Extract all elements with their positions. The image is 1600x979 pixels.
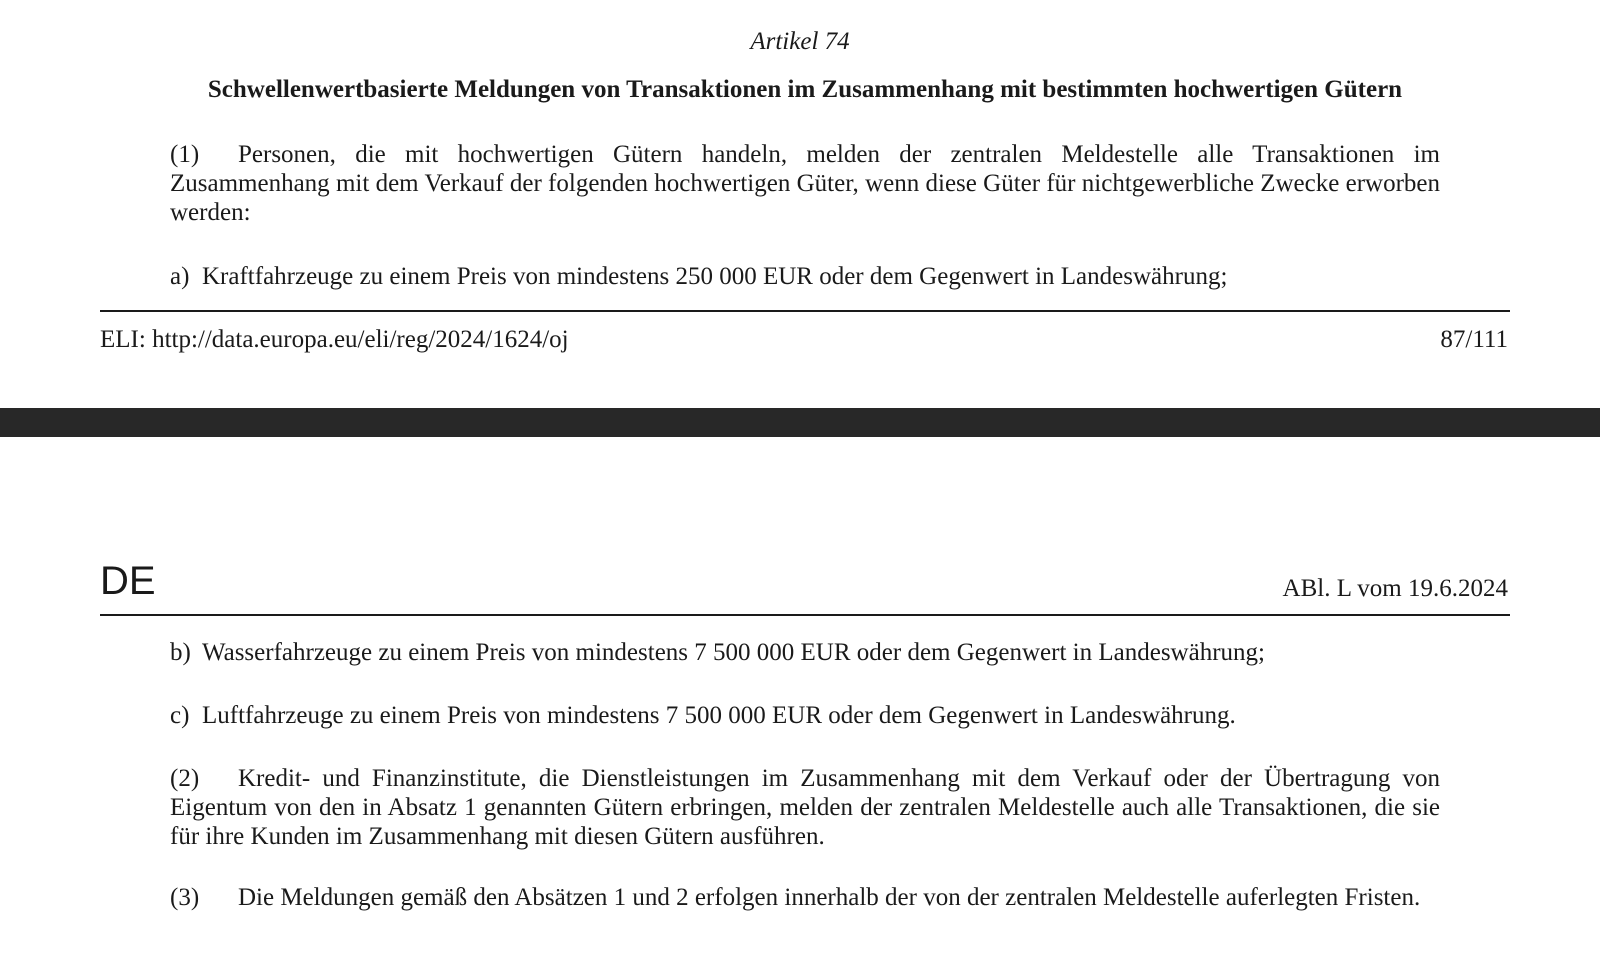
- paragraph-2: [170, 764, 1440, 851]
- journal-reference: ABl. L vom 19.6.2024: [1282, 575, 1508, 602]
- paragraph-1: [170, 140, 1440, 227]
- article-number: Artikel 74: [750, 28, 850, 55]
- list-item-b-text: Wasserfahrzeuge zu einem Preis von mindestens 7 500 000 EUR oder dem Gegenwert in Landeswährung;: [202, 639, 1265, 666]
- list-item-c: [170, 701, 1440, 730]
- eli-reference: ELI: http://data.europa.eu/eli/reg/2024/1624/oj: [100, 326, 569, 353]
- language-code: DE: [100, 559, 156, 603]
- paragraph-2-text: Kredit- und Finanzinstitute, die Dienstleistungen im Zusammenhang mit dem Verkauf oder der Übertragung von Eigentum von den in Absatz 1 genannten Gütern erbringen, melden der zentralen Meldestelle auch alle Transaktionen, die sie für ihre Kunden im Zusammenhang mit diesen Gütern ausführen.: [170, 765, 1440, 850]
- list-item-a-text: Kraftfahrzeuge zu einem Preis von mindestens 250 000 EUR oder dem Gegenwert in Landeswährung;: [202, 263, 1228, 290]
- footer-divider: [100, 310, 1510, 312]
- paragraph-2-number: (2): [170, 765, 200, 792]
- list-item-b: [170, 638, 1440, 667]
- article-title: Schwellenwertbasierte Meldungen von Transaktionen im Zusammenhang mit bestimmten hochwertigen Gütern: [207, 76, 1403, 103]
- document-page-87: [0, 0, 1600, 408]
- paragraph-1-number: (1): [170, 141, 200, 168]
- list-item-b-letter: b): [170, 639, 191, 666]
- paragraph-3: [170, 883, 1440, 912]
- paragraph-1-text: Personen, die mit hochwertigen Gütern handeln, melden der zentralen Meldestelle alle Transaktionen im Zusammenhang mit dem Verkauf der folgenden hochwertigen Güter, wenn diese Güter für nichtgewerbliche Zwecke erworben werden:: [170, 141, 1440, 226]
- list-item-a-letter: a): [170, 263, 190, 290]
- page-number: 87/111: [1440, 326, 1508, 353]
- document-page-88: [0, 437, 1600, 979]
- list-item-c-text: Luftfahrzeuge zu einem Preis von mindestens 7 500 000 EUR oder dem Gegenwert in Landeswährung.: [202, 702, 1236, 729]
- list-item-a: [170, 262, 1440, 291]
- header-divider: [100, 614, 1510, 616]
- paragraph-3-text: Die Meldungen gemäß den Absätzen 1 und 2 erfolgen innerhalb der von der zentralen Meldestelle auferlegten Fristen.: [238, 884, 1421, 911]
- list-item-c-letter: c): [170, 702, 190, 729]
- page-separator: [0, 408, 1600, 437]
- paragraph-3-number: (3): [170, 884, 200, 911]
